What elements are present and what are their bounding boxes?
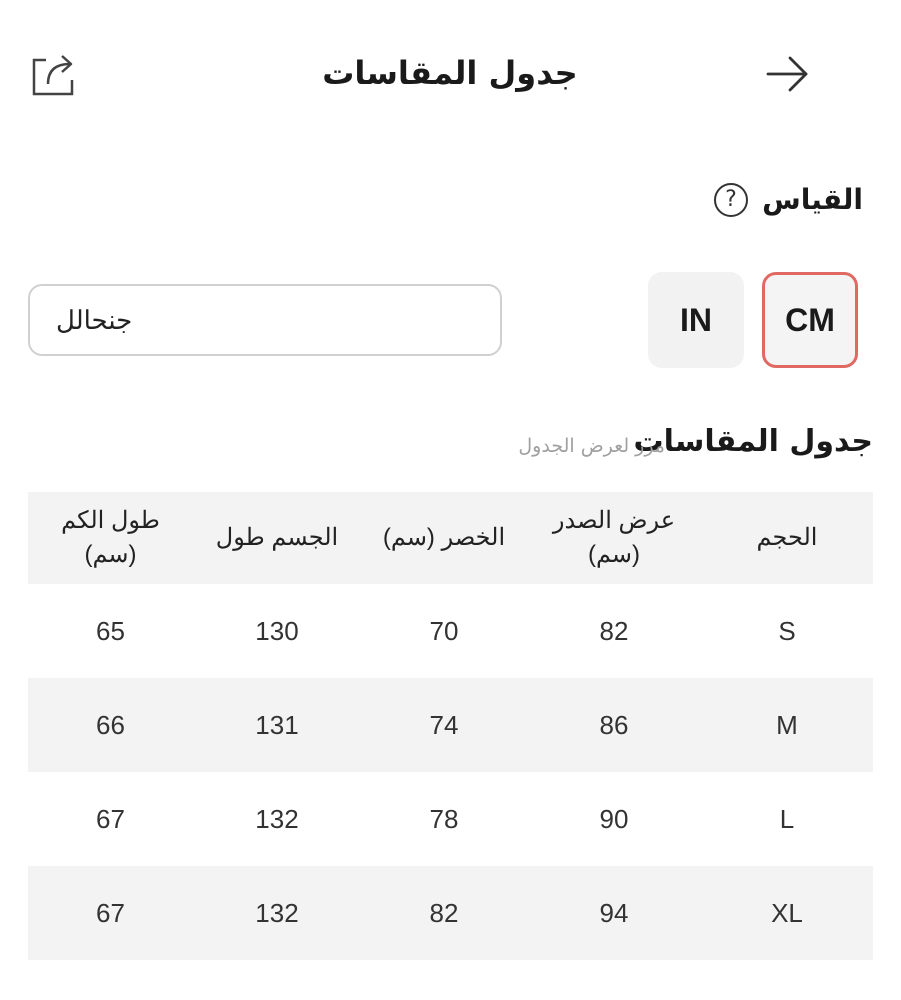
cell-body-length: 131 (193, 678, 361, 772)
cell-size: M (701, 678, 873, 772)
size-table (28, 492, 873, 960)
table-row (28, 584, 873, 678)
cell-body-length: 130 (255, 615, 299, 646)
share-icon[interactable] (28, 48, 78, 98)
table-row (28, 772, 873, 866)
cell-waist: 70 (429, 615, 459, 646)
size-chart-title: جدول المقاسات (633, 424, 873, 459)
header-body-length: الجسم طول (193, 492, 361, 584)
cell-chest: 90 (599, 803, 629, 834)
header-waist: الخصر (سم) (361, 492, 527, 584)
cell-chest: 94 (527, 866, 701, 960)
cell-sleeve: 67 (28, 866, 193, 960)
cell-sleeve: 66 (28, 678, 193, 772)
table-row (28, 678, 873, 772)
size-input[interactable] (28, 284, 502, 356)
cell-sleeve: 67 (96, 803, 125, 834)
cell-size: XL (701, 866, 873, 960)
cell-chest: 82 (599, 615, 629, 646)
help-icon[interactable]: ? (714, 183, 748, 217)
header-sleeve-length: طول الكم (سم) (28, 492, 193, 584)
table-row (28, 866, 873, 960)
header-size: الحجم (701, 492, 873, 584)
cell-size: S (778, 615, 796, 646)
cell-body-length: 132 (193, 866, 361, 960)
unit-cm-button[interactable]: CM (762, 272, 858, 368)
cell-waist: 78 (429, 803, 459, 834)
cell-chest: 86 (527, 678, 701, 772)
scroll-hint: مرر لعرض الجدول (518, 435, 665, 457)
header-chest-width: عرض الصدر (سم) (527, 492, 701, 584)
cell-size: L (779, 803, 795, 834)
cell-waist: 74 (361, 678, 527, 772)
cell-waist: 82 (361, 866, 527, 960)
table-header-row (28, 492, 873, 584)
cell-body-length: 132 (255, 803, 299, 834)
measurement-label: القياس (762, 183, 863, 216)
cell-sleeve: 65 (96, 615, 125, 646)
arrow-right-icon[interactable] (764, 50, 812, 98)
page-title: جدول المقاسات (322, 54, 578, 92)
unit-in-button[interactable]: IN (648, 272, 744, 368)
